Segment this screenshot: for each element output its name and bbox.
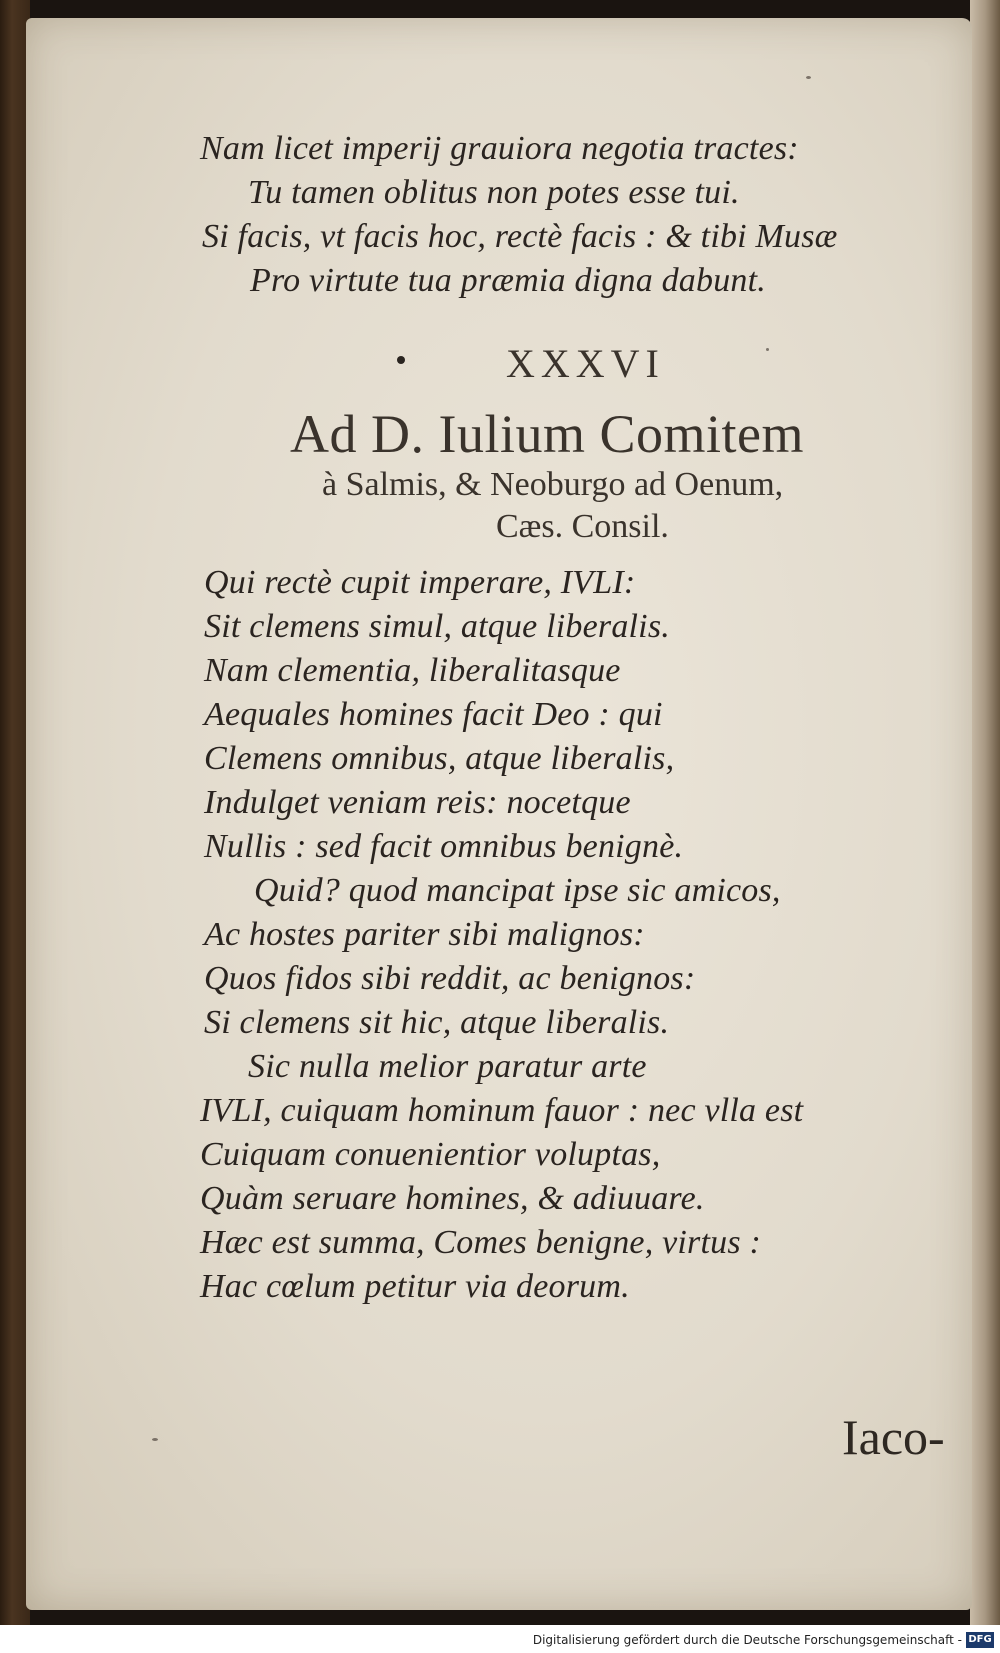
poem-line: Ac hostes pariter sibi malignos: — [204, 916, 645, 953]
ornament-dot — [397, 356, 405, 364]
poem-line: Quid? quod mancipat ipse sic amicos, — [254, 872, 781, 909]
poem-top-line: Nam licet imperij grauiora negotia tractes: — [200, 130, 799, 167]
poem-line: Si clemens sit hic, atque liberalis. — [204, 1004, 670, 1041]
poem-line: Nam clementia, liberalitasque — [204, 652, 621, 689]
poem-line: Nullis : sed facit omnibus benignè. — [204, 828, 684, 865]
poem-line: Aequales homines facit Deo : qui — [204, 696, 663, 733]
poem-line: Hæc est summa, Comes benigne, virtus : — [200, 1224, 761, 1261]
digitization-footer — [0, 1625, 1000, 1653]
poem-line: Qui rectè cupit imperare, IVLI: — [204, 564, 636, 601]
paper-speck — [806, 76, 811, 79]
poem-top-line: Tu tamen oblitus non potes esse tui. — [248, 174, 740, 211]
dfg-logo: DFG — [966, 1632, 994, 1648]
poem-line: Cuiquam conuenientior voluptas, — [200, 1136, 661, 1173]
poem-title: Ad D. Iulium Comitem — [290, 404, 804, 464]
poem-line: IVLI, cuiquam hominum fauor : nec vlla est — [200, 1092, 804, 1129]
poem-subtitle-line1: à Salmis, & Neoburgo ad Oenum, — [322, 466, 784, 503]
poem-line: Hac cœlum petitur via deorum. — [200, 1268, 630, 1305]
catchword: Iaco- — [842, 1409, 945, 1465]
poem-number: XXXVI — [506, 341, 665, 386]
poem-line: Sic nulla melior paratur arte — [248, 1048, 647, 1085]
page-fore-edge — [970, 0, 1000, 1625]
poem-subtitle-line2: Cæs. Consil. — [496, 508, 669, 545]
poem-line: Clemens omnibus, atque liberalis, — [204, 740, 675, 777]
book-page — [26, 18, 972, 1610]
paper-speck — [766, 348, 769, 351]
paper-speck — [152, 1438, 158, 1441]
poem-line: Quos fidos sibi reddit, ac benignos: — [204, 960, 696, 997]
poem-top-line: Pro virtute tua præmia digna dabunt. — [250, 262, 766, 299]
footer-credit: Digitalisierung gefördert durch die Deutsche Forschungsgemeinschaft - — [532, 1633, 962, 1647]
poem-line: Sit clemens simul, atque liberalis. — [204, 608, 670, 645]
poem-line: Quàm seruare homines, & adiuuare. — [200, 1180, 705, 1217]
poem-top-line: Si facis, vt facis hoc, rectè facis : & tibi Musæ — [202, 218, 838, 255]
poem-line: Indulget veniam reis: nocetque — [204, 784, 631, 821]
